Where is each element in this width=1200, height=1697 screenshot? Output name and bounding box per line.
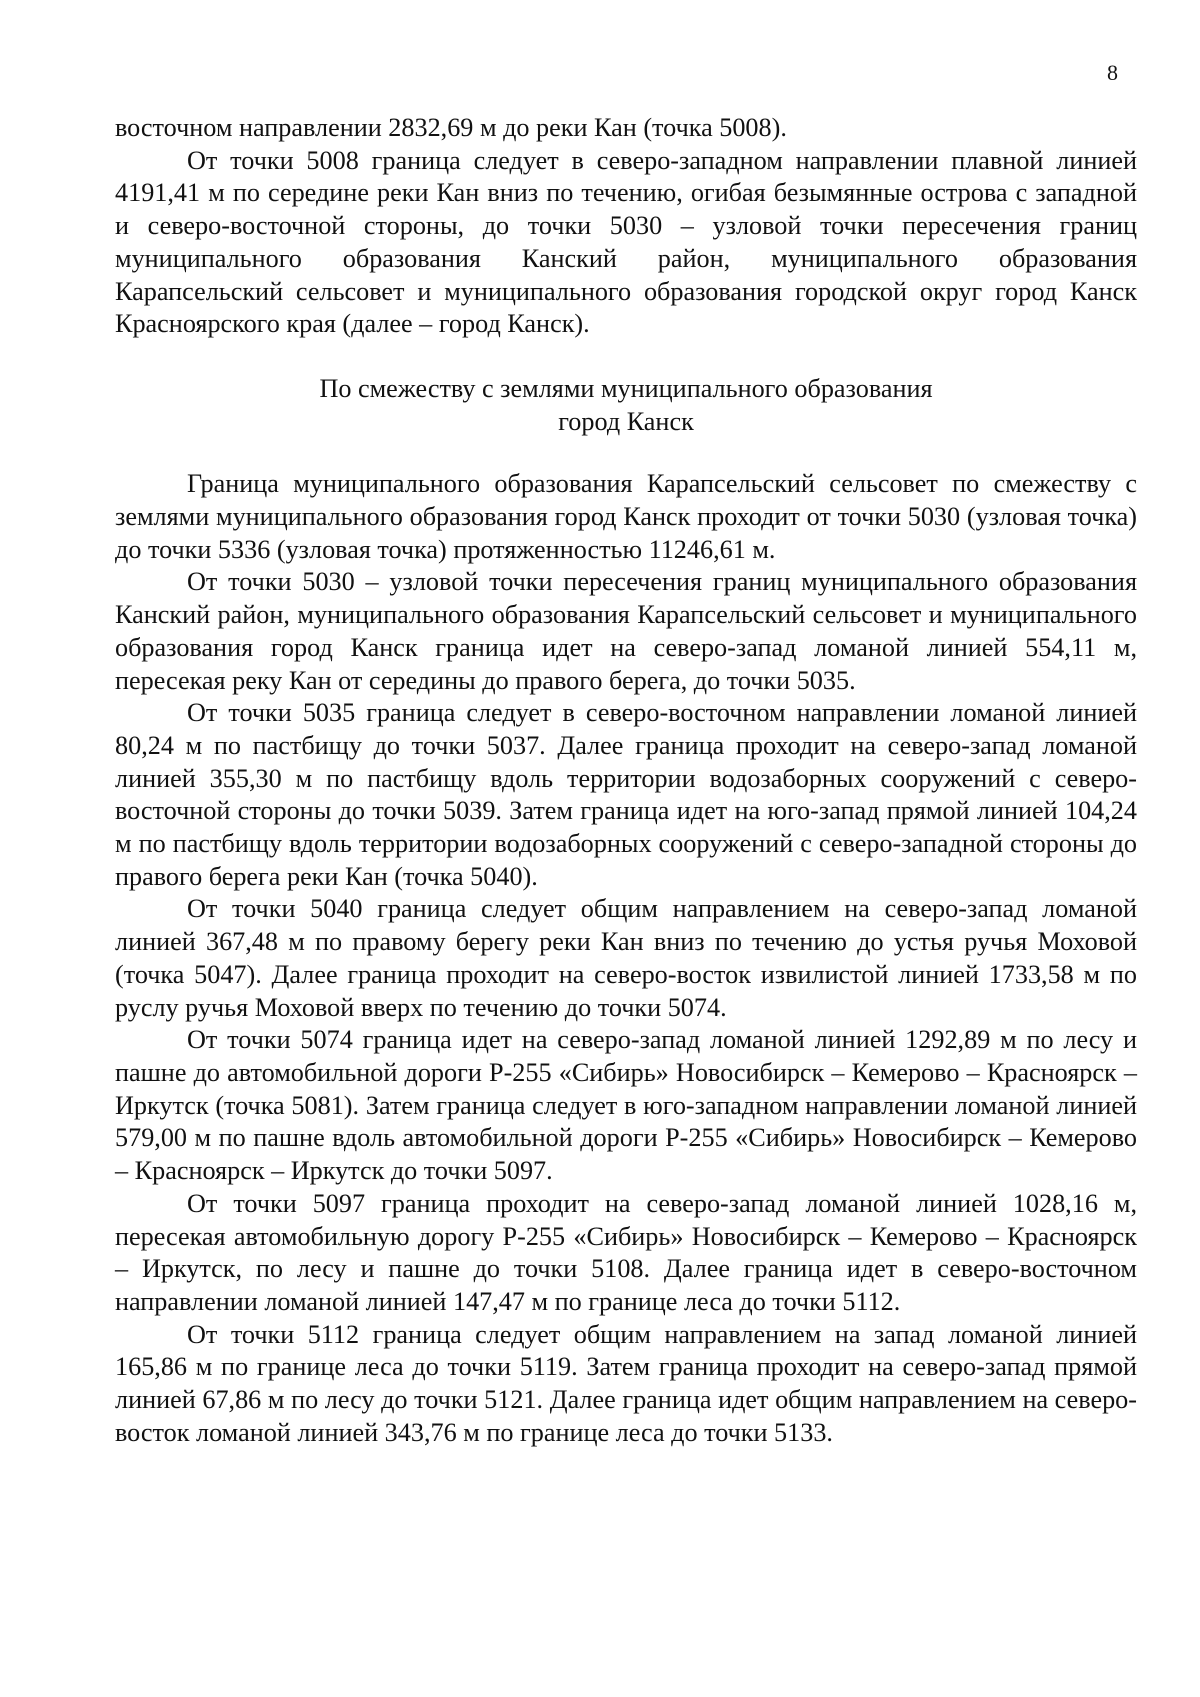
page-number: 8	[1107, 60, 1118, 85]
section-heading-line: город Канск	[558, 406, 694, 436]
section-heading-line: По смежеству с землями муниципального образования	[319, 373, 933, 403]
paragraph: Граница муниципального образования Карапсельский сельсовет по смежеству с землями муниципального образования город Канск проходит от точки 5030 (узловая точка) до точки 5336 (узловая точка) протяженностью 11246,61 м.	[115, 469, 1137, 564]
paragraph: От точки 5030 – узловой точки пересечения границ муниципального образования Канский район, муниципального образования Карапсельский сельсовет и муниципального образования город Канск граница идет на северо-запад ломаной линией 554,11 м, пересекая реку Кан от середины до правого берега, до точки 5035.	[115, 567, 1137, 695]
paragraph: От точки 5008 граница следует в северо-западном направлении плавной линией 4191,41 м по середине реки Кан вниз по течению, огибая безымянные острова с западной и северо-восточной стороны, до точки 5030 – узловой точки пересечения границ муниципального образования Канский район, муниципального образования Карапсельский сельсовет и муниципального образования городской округ город Канск Красноярского края (далее – город Канск).	[115, 145, 1137, 339]
paragraph: От точки 5040 граница следует общим направлением на северо-запад ломаной линией 367,48 м по правому берегу реки Кан вниз по течению до устья ручья Моховой (точка 5047). Далее граница проходит на северо-восток извилистой линией 1733,58 м по руслу ручья Моховой вверх по течению до точки 5074.	[115, 894, 1137, 1022]
paragraph: От точки 5112 граница следует общим направлением на запад ломаной линией 165,86 м по границе леса до точки 5119. Затем граница проходит на северо-запад прямой линией 67,86 м по лесу до точки 5121. Далее граница идет общим направлением на северо-восток ломаной линией 343,76 м по границе леса до точки 5133.	[115, 1319, 1137, 1447]
paragraph: От точки 5097 граница проходит на северо-запад ломаной линией 1028,16 м, пересекая автомобильную дорогу Р-255 «Сибирь» Новосибирск – Кемерово – Красноярск – Иркутск, по лесу и пашне до точки 5108. Далее граница идет в северо-восточном направлении ломаной линией 147,47 м по границе леса до точки 5112.	[115, 1188, 1137, 1316]
paragraph: От точки 5035 граница следует в северо-восточном направлении ломаной линией 80,24 м по пастбищу до точки 5037. Далее граница проходит на северо-запад ломаной линией 355,30 м по пастбищу вдоль территории водозаборных сооружений с северо-восточной стороны до точки 5039. Затем граница идет на юго-запад прямой линией 104,24 м по пастбищу вдоль территории водозаборных сооружений с северо-западной стороны до правого берега реки Кан (точка 5040).	[115, 698, 1137, 891]
paragraph-continuation: восточном направлении 2832,69 м до реки Кан (точка 5008).	[115, 113, 787, 142]
section-heading	[115, 373, 1137, 438]
document-body	[115, 112, 1137, 1449]
paragraph: От точки 5074 граница идет на северо-запад ломаной линией 1292,89 м по лесу и пашне до автомобильной дороги Р-255 «Сибирь» Новосибирск – Кемерово – Красноярск – Иркутск (точка 5081). Затем граница следует в юго-западном направлении ломаной линией 579,00 м по пашне вдоль автомобильной дороги Р-255 «Сибирь» Новосибирск – Кемерово – Красноярск – Иркутск до точки 5097.	[115, 1025, 1137, 1186]
